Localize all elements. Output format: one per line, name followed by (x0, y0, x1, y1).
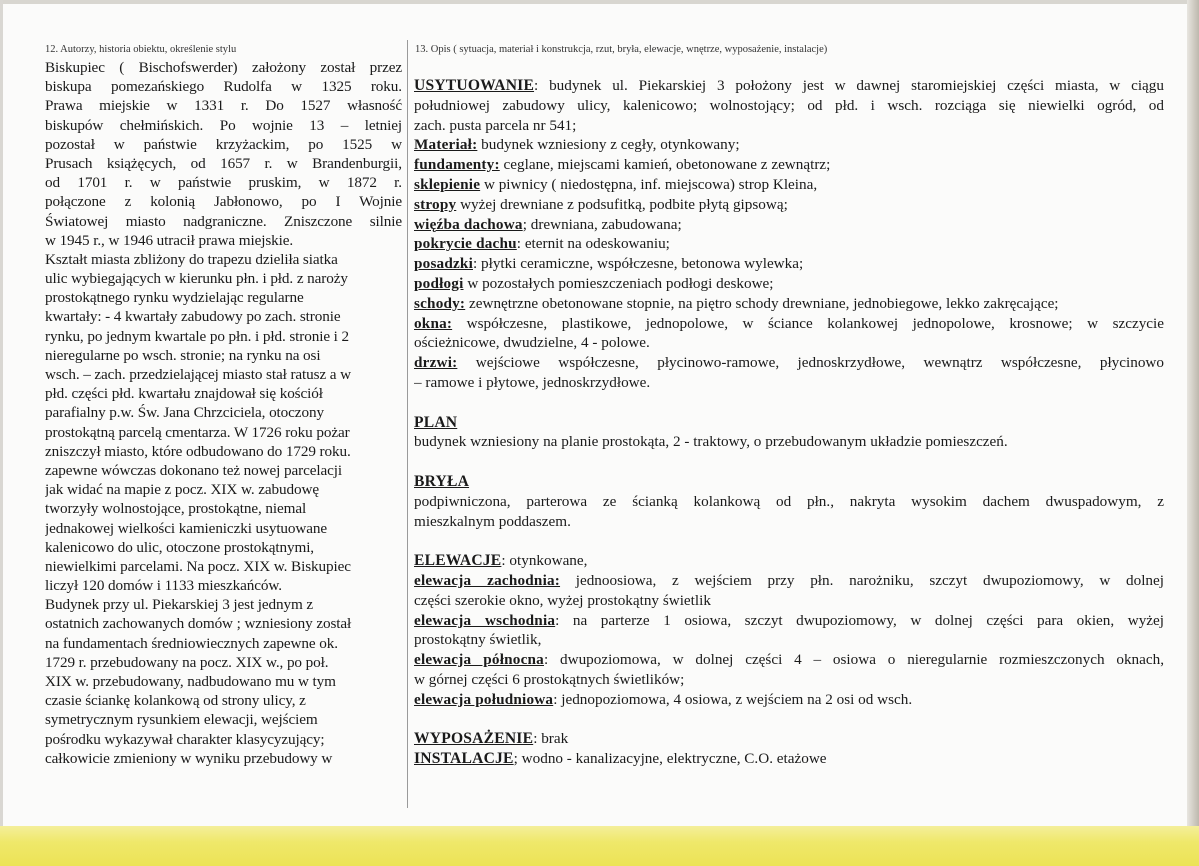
elewacja-poludniowa-line: elewacja południowa: jednopoziomowa, 4 osiowa, z wejściem na 2 osi od wsch. (414, 690, 913, 708)
elewacja-zachodnia-line: elewacja zachodnia: jednoosiowa, z wejściem przy płn. narożniku, szczyt dwupoziomowy, w dolnej (414, 571, 1164, 589)
history-line: pozostał w państwie krzyżackim, po 1525 w (45, 135, 402, 153)
history-line: zniszczył miasto, które odbudowano do 1729 roku. (45, 442, 351, 460)
history-line: płd. części płd. kwartału znajdował się kościół (45, 385, 323, 403)
posadzki-line: posadzki: płytki ceramiczne, współczesne, betonowa wylewka; (414, 255, 804, 273)
bryla-heading: BRYŁA (414, 472, 470, 490)
history-line: parafialny p.w. Św. Jana Chrzciciela, otoczony (45, 404, 324, 422)
wiezba-line: więźba dachowa; drewniana, zabudowana; (414, 215, 682, 233)
section-13-header: 13. Opis ( sytuacja, materiał i konstrukcja, rzut, bryła, elewacje, wnętrze, wyposażenie, instalacje) (415, 44, 828, 55)
history-line: kwartały: - 4 kwartały zabudowy po zach. stronie (45, 308, 341, 326)
spacer (414, 531, 1164, 551)
column-divider (407, 40, 408, 808)
podlogi-line: podłogi w pozostałych pomieszczeniach podłogi deskowe; (414, 274, 774, 292)
elewacja-zachodnia-line-2: części szerokie okno, wyżej prostokątny świetlik (414, 591, 711, 609)
history-line: ulic wybiegających w kierunku płn. i płd. z naroży (45, 270, 348, 288)
fundamenty-line: fundamenty: ceglane, miejscami kamień, obetonowane z zewnątrz; (414, 156, 831, 174)
plan-text: budynek wzniesiony na planie prostokąta, 2 - traktowy, o przebudowanym układzie pomieszczeń. (414, 433, 1008, 451)
history-line: jednakowej wielkości kamieniczki usytuowane (45, 519, 328, 537)
elewacja-wschodnia-line-2: prostokątny świetlik, (414, 631, 542, 649)
material-line: Materiał: budynek wzniesiony z cegły, otynkowany; (414, 136, 740, 154)
history-line: Kształt miasta zbliżony do trapezu dzieliła siatka (45, 250, 338, 268)
scan-edge-top (0, 0, 1199, 4)
drzwi-line: drzwi: wejściowe współczesne, płycinowo-ramowe, jednoskrzydłowe, wewnątrz współczesne, płycinowo (414, 354, 1164, 372)
history-line: liczył 120 domów i 1133 mieszkańców. (45, 577, 282, 595)
history-line: biskupa pomezańskiego Rudolfa w 1325 roku. (45, 78, 402, 96)
history-line: Prusach książęcych, od 1657 r. w Brandenburgii, (45, 154, 402, 172)
history-line: symetrycznym rysunkiem elewacji, wejściem (45, 711, 318, 729)
history-line: wsch. – zach. przedzielającej miasto stał ratusz a w (45, 366, 352, 383)
section-12-header: 12. Autorzy, historia obiektu, określenie stylu (45, 44, 237, 55)
pokrycie-line: pokrycie dachu: eternit na odeskowaniu; (414, 235, 670, 253)
elewacja-polnocna-line: elewacja północna: dwupoziomowa, w dolnej części 4 – osiowa o nieregularnie rozmieszczonych oknach, (414, 651, 1164, 669)
yellow-paper-strip (0, 826, 1199, 866)
history-line: Biskupiec ( Bischofswerder) założony został przez (45, 59, 402, 76)
wyposazenie-line: WYPOSAŻENIE: brak (414, 730, 569, 748)
history-line: prostokątnego rynku wydzielając regularne (45, 289, 304, 307)
okna-line-2: ościeżnicowe, dwudzielne, 4 - polowe. (414, 334, 650, 352)
history-line: nieregularne po wsch. stronie; na rynku na osi (45, 346, 321, 364)
history-line: całkowicie zmieniony w wyniku przebudowy w (45, 749, 333, 767)
sklepienie-line: sklepienie w piwnicy ( niedostępna, inf. miejscowa) strop Kleina, (414, 175, 818, 193)
okna-line: okna: współczesne, plastikowe, jednopolowe, w ściance kolankowej jednopolowe, krosnowe; w szczycie (414, 314, 1164, 332)
history-line: od 1701 r. w państwie pruskim, w 1872 r. (45, 174, 402, 192)
history-line: 1729 r. przebudowany na pocz. XIX w., po poł. (45, 653, 329, 671)
history-line: XIX w. przebudowany, nadbudowano mu w tym (45, 673, 336, 690)
plan-heading: PLAN (414, 413, 458, 431)
elewacja-polnocna-line-2: w górnej części 6 prostokątnych świetlików; (414, 670, 685, 688)
history-line: ostatnich zachowanych domów ; wzniesiony został (45, 615, 352, 633)
history-line: biskupów chełmińskich. Po wojnie 13 – letniej (45, 116, 402, 134)
schody-line: schody: zewnętrzne obetonowane stopnie, na piętro schody drewniane, jednobiegowe, lekko zakręcające; (414, 294, 1059, 312)
instalacje-line: INSTALACJE; wodno - kanalizacyjne, elektryczne, C.O. etażowe (414, 750, 827, 768)
history-line: rynku, po jednym kwartale po płn. i płd. stronie i 2 (45, 327, 349, 345)
history-line: prostokątną parcelą cmentarza. W 1726 roku pożar (45, 423, 350, 441)
bryla-line-2: mieszkalnym poddaszem. (414, 512, 571, 530)
scan-edge-left (0, 0, 3, 866)
history-line: w 1945 r., w 1946 utracił prawa miejskie. (45, 231, 294, 249)
history-line: Budynek przy ul. Piekarskiej 3 jest jednym z (45, 596, 314, 614)
spacer (414, 710, 1164, 730)
history-line: Światowej miasto nadgraniczne. Zniszczone silnie (45, 212, 402, 230)
spacer (414, 452, 1164, 472)
history-line: zapewne wówczas dokonano też nowej parcelacji (45, 461, 342, 479)
usytuowanie-line-3: zach. pusta parcela nr 541; (414, 116, 577, 134)
drzwi-line-2: – ramowe i płytowe, jednoskrzydłowe. (414, 373, 651, 391)
history-column (45, 58, 402, 768)
history-line: połączone z kolonią Jabłonowo, po I Wojnie (45, 193, 402, 211)
description-column (414, 76, 1164, 769)
history-line: jak widać na mapie z pocz. XIX w. zabudowę (45, 481, 319, 499)
history-line: Prawa miejskie w 1331 r. Do 1527 własność (45, 97, 402, 115)
scan-edge-right (1187, 0, 1199, 866)
usytuowanie-line-2: południowej zabudowy ulicy, kalenicowo; wolnostojący; od płd. i wsch. rozciąga się niewielki ogród, od (414, 96, 1164, 114)
usytuowanie-line: USYTUOWANIE: budynek ul. Piekarskiej 3 położony jest w dawnej staromiejskiej części miasta, w ciągu (414, 77, 1164, 94)
bryla-line: podpiwniczona, parterowa ze ścianką kolankową od płn., nakryta wysokim dachem dwuspadowym, z (414, 492, 1164, 510)
history-line: czasie ściankę kolankową od strony ulicy, z (45, 692, 306, 710)
history-line: kalenicowo do ulic, otoczone prostokątnymi, (45, 538, 315, 556)
elewacje-line: ELEWACJE: otynkowane, (414, 552, 588, 570)
history-line: pośrodku wykazywał charakter klasycyzujący; (45, 730, 325, 748)
history-line: niewielkimi parcelami. Na pocz. XIX w. Biskupiec (45, 557, 351, 575)
stropy-line: stropy wyżej drewniane z podsufitką, podbite płytą gipsową; (414, 195, 788, 213)
history-line: na fundamentach średniowiecznych zapewne ok. (45, 634, 338, 652)
history-line: tworzyły wolnostojące, prostokątne, niemal (45, 500, 307, 518)
elewacja-wschodnia-line: elewacja wschodnia: na parterze 1 osiowa, szczyt dwupoziomowy, w dolnej części para okien, wyżej (414, 611, 1164, 629)
spacer (414, 393, 1164, 413)
